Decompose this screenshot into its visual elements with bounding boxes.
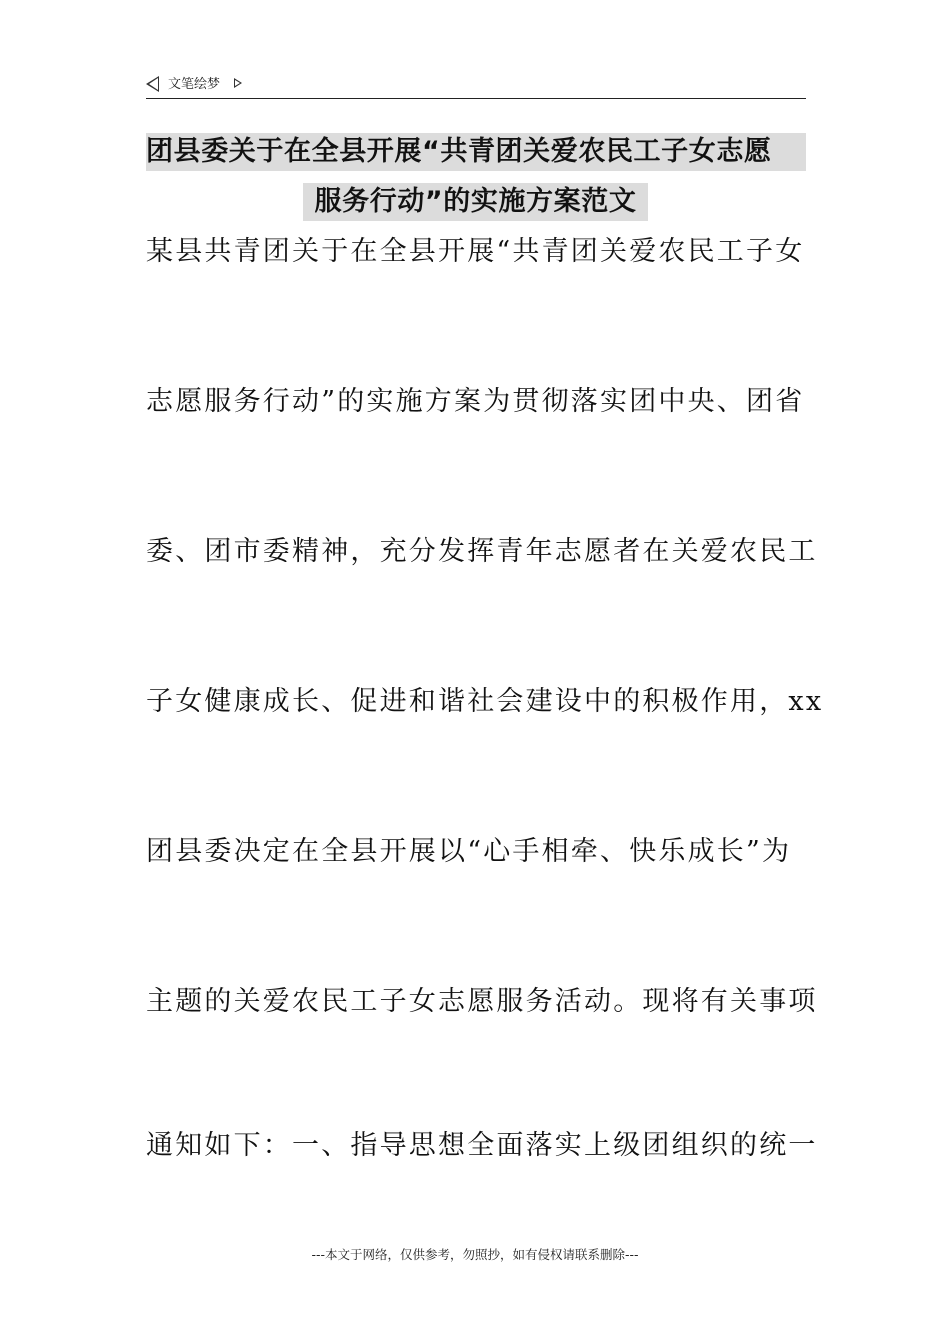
triangle-left-icon <box>146 76 159 92</box>
header-brand: 文笔绘梦 <box>168 77 221 92</box>
page-header <box>146 76 806 99</box>
footer-disclaimer: ---本文于网络，仅供参考，勿照抄，如有侵权请联系删除--- <box>311 1247 639 1262</box>
document-title-line-2: 服务行动”的实施方案范文 <box>303 183 648 221</box>
body-line: 子女健康成长、促进和谐社会建设中的积极作用，xx <box>146 686 824 717</box>
body-line: 志愿服务行动”的实施方案为贯彻落实团中央、团省 <box>146 386 805 417</box>
body-line: 委、团市委精神，充分发挥青年志愿者在关爱农民工 <box>146 536 818 567</box>
body-line: 某县共青团关于在全县开展“共青团关爱农民工子女 <box>146 236 805 267</box>
document-title-line-1: 团县委关于在全县开展“共青团关爱农民工子女志愿 <box>146 133 806 171</box>
triangle-right-icon <box>234 78 242 88</box>
body-line: 团县委决定在全县开展以“心手相牵、快乐成长”为 <box>146 836 792 867</box>
body-line: 主题的关爱农民工子女志愿服务活动。现将有关事项 <box>146 986 818 1017</box>
body-line: 通知如下：一、指导思想全面落实上级团组织的统一 <box>146 1130 818 1161</box>
